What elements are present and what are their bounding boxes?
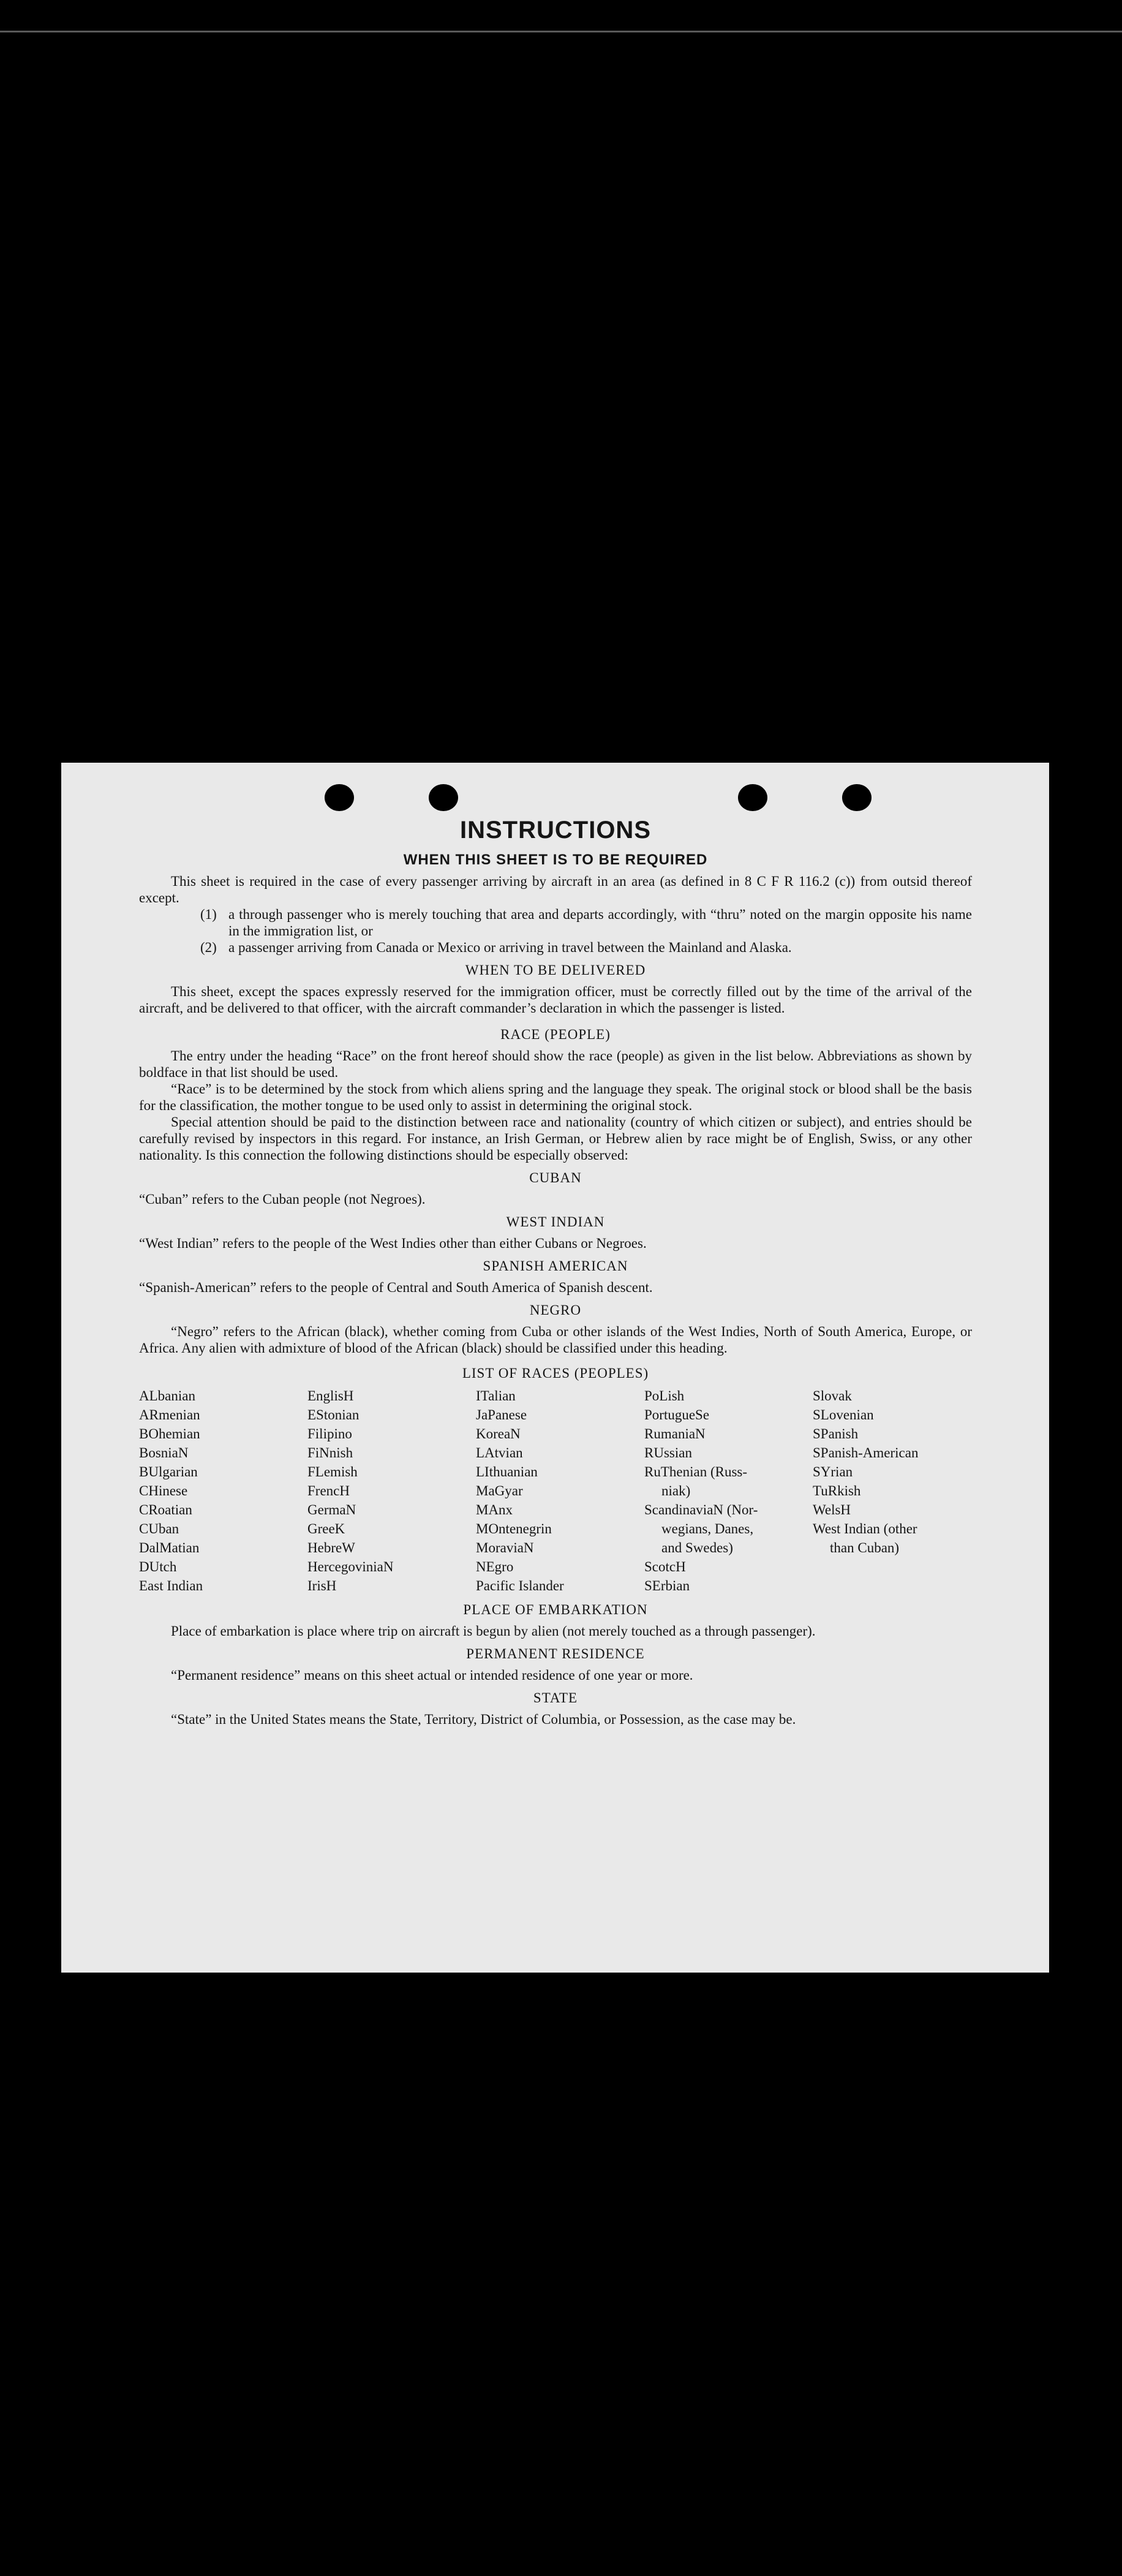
race-entry: RUssian — [644, 1445, 692, 1460]
race-entry: ITalian — [476, 1388, 516, 1403]
race-entry-continued: niak) — [661, 1483, 691, 1498]
page-title: INSTRUCTIONS — [460, 817, 651, 844]
race-entry: LAtvian — [476, 1445, 523, 1460]
item-number: (2) — [200, 940, 217, 955]
punch-hole — [738, 784, 767, 811]
heading-embarkation: PLACE OF EMBARKATION — [463, 1602, 648, 1617]
punch-hole — [325, 784, 354, 811]
race-entry: IrisH — [307, 1578, 337, 1593]
race-entry: Slovak — [813, 1388, 852, 1403]
race-entry: MAnx — [476, 1502, 513, 1517]
race-entry: HercegoviniaN — [307, 1559, 394, 1574]
race-entry-continued: and Swedes) — [661, 1540, 733, 1555]
cuban-text: “Cuban” refers to the Cuban people (not Negroes). — [139, 1192, 426, 1207]
heading-west-indian: WEST INDIAN — [506, 1214, 605, 1229]
races-list — [139, 1386, 972, 1595]
race-entry: RuThenian (Russ- — [644, 1464, 748, 1479]
race-entry: TuRkish — [813, 1483, 861, 1498]
heading-state: STATE — [533, 1690, 578, 1705]
race-entry: LIthuanian — [476, 1464, 538, 1479]
race-entry: ARmenian — [139, 1407, 200, 1422]
race-entry: EStonian — [307, 1407, 360, 1422]
race-entry: GreeK — [307, 1521, 345, 1536]
heading-permanent-residence: PERMANENT RESIDENCE — [466, 1646, 645, 1661]
races-column — [644, 1386, 813, 1595]
race-paragraph-3: Special attention should be paid to the distinction between race and nationality (country of which citizen or subject), and entries should be carefully revised by inspectors in this regard. For instance, an Irish German, or Hebrew alien by race might be of English, Swiss, or any other nationality. Is this connection the following distinctions should be especially observed: — [139, 1114, 972, 1163]
race-entry: BUlgarian — [139, 1464, 198, 1479]
heading-when-required: WHEN THIS SHEET IS TO BE REQUIRED — [403, 852, 708, 868]
race-entry: WelsH — [813, 1502, 851, 1517]
exception-item — [200, 939, 972, 956]
race-entry: ScotcH — [644, 1559, 686, 1574]
heading-negro: NEGRO — [529, 1302, 582, 1318]
race-entry: RumaniaN — [644, 1426, 706, 1441]
race-paragraph-1: The entry under the heading “Race” on the front hereof should show the race (people) as given in the list below. Abbreviations as shown by boldface in that list should be used. — [139, 1048, 972, 1080]
race-entry: JaPanese — [476, 1407, 527, 1422]
race-entry: SLovenian — [813, 1407, 874, 1422]
race-entry-continued: than Cuban) — [830, 1540, 900, 1555]
race-entry: CUban — [139, 1521, 179, 1536]
exception-item — [200, 906, 972, 939]
race-entry: MaGyar — [476, 1483, 523, 1498]
race-entry: Filipino — [307, 1426, 352, 1441]
item-text: a passenger arriving from Canada or Mexico or arriving in travel between the Mainland and Alaska. — [228, 940, 792, 955]
race-entry-continued: wegians, Danes, — [661, 1521, 754, 1536]
race-entry: KoreaN — [476, 1426, 521, 1441]
race-entry: ALbanian — [139, 1388, 195, 1403]
residence-text: “Permanent residence” means on this sheet actual or intended residence of one year or more. — [171, 1668, 693, 1683]
item-text: a through passenger who is merely touching that area and departs accordingly, with “thru” noted on the margin opposite his name in the immigration list, or — [228, 907, 972, 939]
race-paragraph-2: “Race” is to be determined by the stock from which aliens spring and the language they speak. The original stock or blood shall be the basis for the classification, the mother tongue to be used only to assist in determining the original stock. — [139, 1081, 972, 1113]
embarkation-text: Place of embarkation is place where trip on aircraft is begun by alien (not merely touched as a through passenger). — [171, 1623, 816, 1639]
state-text: “State” in the United States means the State, Territory, District of Columbia, or Possession, as the case may be. — [171, 1712, 796, 1727]
negro-text: “Negro” refers to the African (black), whether coming from Cuba or other islands of the West Indies, North of South America, Europe, or Africa. Any alien with admixture of blood of the African (black) should be classified under this heading. — [139, 1324, 972, 1356]
race-entry: FrencH — [307, 1483, 350, 1498]
instruction-sheet — [61, 763, 1049, 1973]
race-entry: CRoatian — [139, 1502, 192, 1517]
heading-spanish-american: SPANISH AMERICAN — [483, 1258, 628, 1274]
race-entry: West Indian (other — [813, 1521, 917, 1536]
heading-list-of-races: LIST OF RACES (PEOPLES) — [462, 1365, 649, 1381]
races-column — [139, 1386, 307, 1595]
when-delivered-text: This sheet, except the spaces expressly reserved for the immigration officer, must be correctly filled out by the time of the arrival of the aircraft, and be delivered to that officer, with the aircraft commander’s declaration in which the passenger is listed. — [139, 984, 972, 1016]
race-entry: HebreW — [307, 1540, 355, 1555]
heading-race: RACE (PEOPLE) — [500, 1027, 611, 1042]
race-entry: East Indian — [139, 1578, 203, 1593]
race-entry: PortugueSe — [644, 1407, 710, 1422]
race-entry: SPanish — [813, 1426, 859, 1441]
race-entry: Pacific Islander — [476, 1578, 564, 1593]
top-rule — [0, 31, 1122, 32]
race-entry: FLemish — [307, 1464, 358, 1479]
race-entry: PoLish — [644, 1388, 685, 1403]
races-column — [307, 1386, 476, 1595]
race-entry: DalMatian — [139, 1540, 200, 1555]
punch-hole — [429, 784, 458, 811]
race-entry: SPanish-American — [813, 1445, 919, 1460]
race-entry: EnglisH — [307, 1388, 354, 1403]
race-entry: ScandinaviaN (Nor- — [644, 1502, 758, 1517]
race-entry: CHinese — [139, 1483, 188, 1498]
west-indian-text: “West Indian” refers to the people of the West Indies other than either Cubans or Negroes. — [139, 1236, 647, 1251]
race-entry: SErbian — [644, 1578, 690, 1593]
races-column — [476, 1386, 644, 1595]
heading-cuban: CUBAN — [529, 1170, 582, 1185]
spanish-american-text: “Spanish-American” refers to the people of Central and South America of Spanish descent. — [139, 1280, 653, 1295]
races-column — [813, 1386, 981, 1595]
race-entry: BosniaN — [139, 1445, 189, 1460]
race-entry: BOhemian — [139, 1426, 200, 1441]
race-entry: MoraviaN — [476, 1540, 534, 1555]
race-entry: MOntenegrin — [476, 1521, 552, 1536]
item-number: (1) — [200, 907, 217, 922]
race-entry: SYrian — [813, 1464, 853, 1479]
sheet-content — [139, 815, 972, 1728]
when-required-intro: This sheet is required in the case of every passenger arriving by aircraft in an area (as defined in 8 C F R 116.2 (c)) from outsid thereof except. — [139, 874, 972, 905]
race-entry: GermaN — [307, 1502, 356, 1517]
heading-when-delivered: WHEN TO BE DELIVERED — [465, 962, 646, 978]
race-entry: NEgro — [476, 1559, 514, 1574]
race-entry: DUtch — [139, 1559, 177, 1574]
punch-hole — [842, 784, 872, 811]
race-entry: FiNnish — [307, 1445, 353, 1460]
